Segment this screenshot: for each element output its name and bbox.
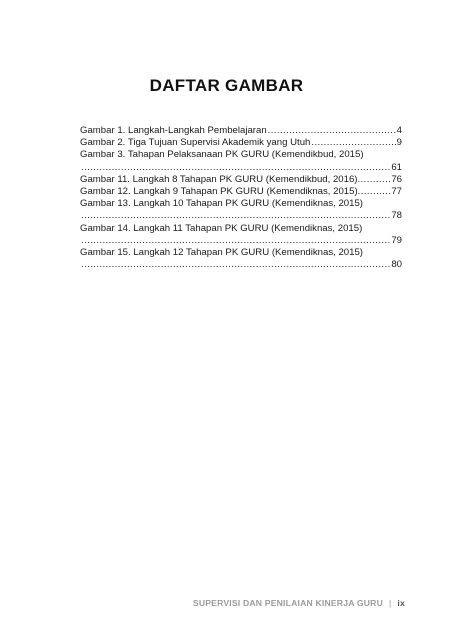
dot-leader xyxy=(81,162,390,174)
toc-entry-label: Gambar 12. Langkah 9 Tahapan PK GURU (Kemendiknas, 2015) xyxy=(80,186,358,198)
toc-entry-page: 78 xyxy=(391,210,402,222)
toc-entry-gambar-13[interactable] xyxy=(80,198,402,222)
toc-entry-gambar-11[interactable] xyxy=(80,174,402,186)
page-title: DAFTAR GAMBAR xyxy=(149,76,304,95)
toc-entry-label: Gambar 2. Tiga Tujuan Supervisi Akademik yang Utuh xyxy=(80,137,311,149)
dot-leader xyxy=(358,186,392,198)
toc-entry-page: 76 xyxy=(391,173,402,185)
toc-entry-gambar-1[interactable] xyxy=(80,125,402,137)
toc-entry-page: 9 xyxy=(396,137,402,149)
toc-entry-page: 77 xyxy=(391,186,402,198)
toc-entry-gambar-2[interactable] xyxy=(80,137,402,149)
toc-entry-label: Gambar 15. Langkah 12 Tahapan PK GURU (Kemendiknas, 2015) xyxy=(80,247,364,259)
footer-title: SUPERVISI DAN PENILAIAN KINERJA GURU xyxy=(192,598,383,608)
dot-leader xyxy=(268,125,396,137)
toc-entry-page: 4 xyxy=(396,125,402,136)
toc-entry-label: Gambar 13. Langkah 10 Tahapan PK GURU (Kemendiknas, 2015) xyxy=(80,198,364,210)
toc-entry-page: 61 xyxy=(391,161,402,173)
footer-separator: | xyxy=(388,598,392,608)
toc-entry-gambar-3[interactable] xyxy=(80,149,402,173)
dot-leader xyxy=(358,174,392,186)
toc-entry-page: 79 xyxy=(391,234,402,246)
toc-entry-label: Gambar 14. Langkah 11 Tahapan PK GURU (Kemendiknas, 2015) xyxy=(80,222,363,234)
toc-entry-gambar-15[interactable] xyxy=(80,247,402,271)
running-footer xyxy=(193,598,405,608)
toc-entry-label: Gambar 3. Tahapan Pelaksanaan PK GURU (Kemendikbud, 2015) xyxy=(80,149,364,161)
dot-leader xyxy=(311,137,395,149)
dot-leader xyxy=(81,259,390,271)
toc-entry-label: Gambar 1. Langkah-Langkah Pembelajaran xyxy=(80,125,267,136)
list-of-figures xyxy=(80,125,402,271)
toc-entry-gambar-14[interactable] xyxy=(80,223,402,247)
footer-page-number: ix xyxy=(397,598,405,608)
toc-entry-gambar-12[interactable] xyxy=(80,186,402,198)
toc-entry-label: Gambar 11. Langkah 8 Tahapan PK GURU (Kemendikbud, 2016) xyxy=(80,173,358,185)
dot-leader xyxy=(81,235,390,247)
dot-leader xyxy=(81,210,390,222)
toc-entry-page: 80 xyxy=(391,259,402,271)
